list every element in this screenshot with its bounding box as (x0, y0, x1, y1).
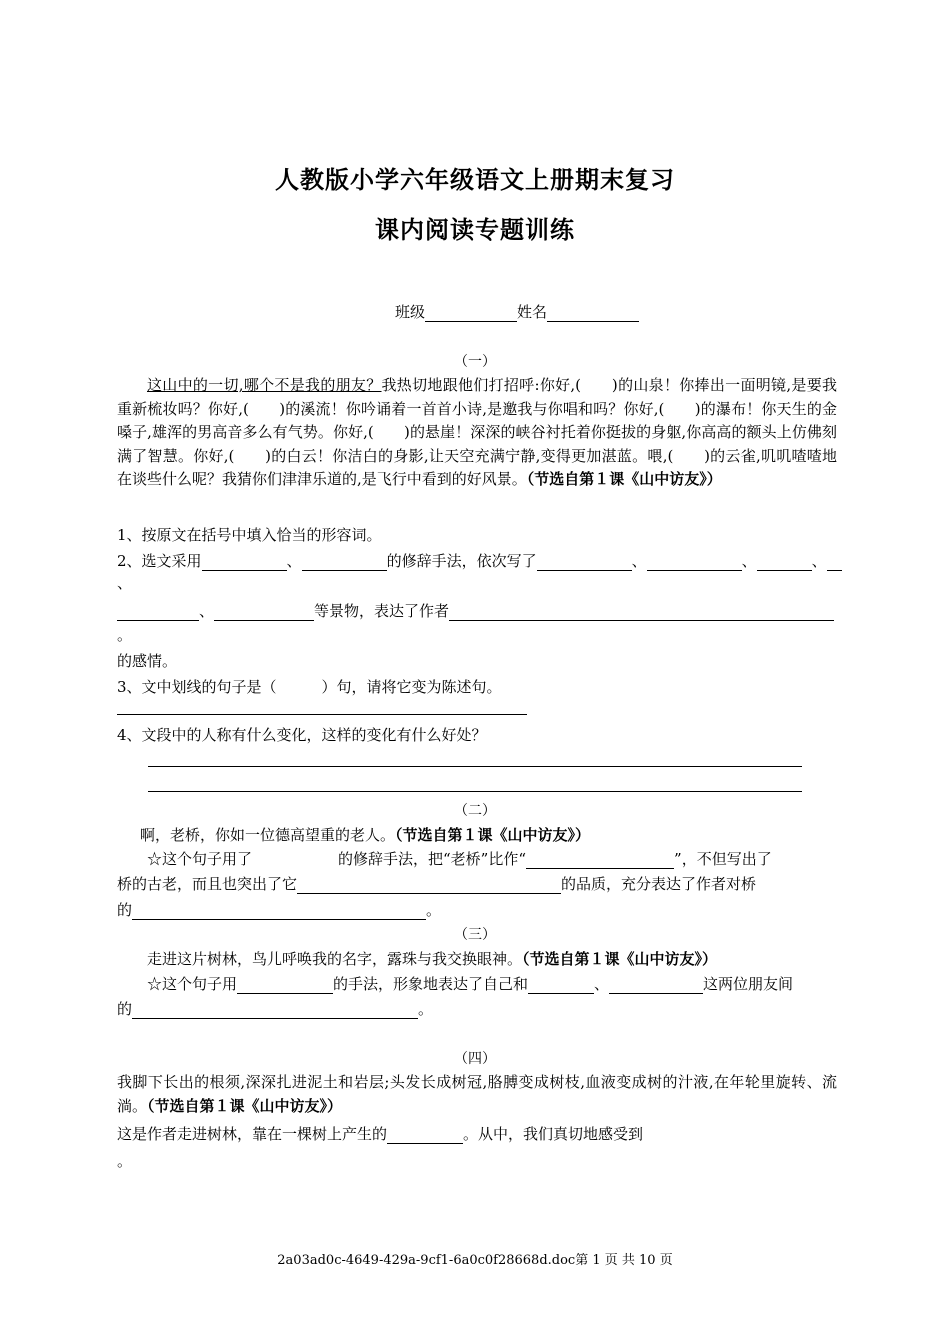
class-label: 班级 (395, 303, 426, 321)
sec2-blank-2[interactable] (297, 878, 561, 894)
page-footer: 2a03ad0c-4649-429a-9cf1-6a0c0f28668d.doc第 1 页 共 10 页 (277, 1253, 673, 1268)
sec3-s2: 的手法，形象地表达了自己和 (333, 975, 529, 993)
sec2-blank-3[interactable] (132, 904, 426, 920)
q2-blank-2[interactable] (302, 555, 387, 571)
answer-line-q4-1[interactable] (148, 766, 802, 767)
passage-source: （节选自第１课《山中访友》） (526, 470, 722, 489)
q2-sep-2: 、 (631, 552, 647, 570)
sec2-s1: ☆这个句子用了 (147, 850, 253, 868)
sec3-source: （节选自第１课《山中访友》） (522, 950, 718, 968)
sec3-line2 (117, 998, 433, 1019)
section-1-label: （一） (454, 354, 496, 370)
sec3-blank-3[interactable] (609, 978, 703, 994)
name-blank[interactable] (547, 306, 639, 322)
sec2-line3 (117, 899, 441, 920)
sec3-s5: 的 (117, 1000, 133, 1018)
sec3-blank-4[interactable] (132, 1003, 418, 1019)
sec4-end: 。 (117, 1152, 133, 1170)
q2-blank-1[interactable] (202, 555, 287, 571)
section-3-label: （三） (454, 927, 496, 943)
section-2-label: （二） (454, 803, 496, 819)
section-4-passage (117, 1071, 837, 1118)
sec3-blank-1[interactable] (237, 978, 333, 994)
sec2-s2: 的修辞手法，把“老桥”比作“ (338, 850, 527, 868)
sec2-line2 (117, 873, 756, 894)
doc-subtitle: 课内阅读专题训练 (375, 215, 575, 244)
q2-blank-5[interactable] (757, 555, 812, 571)
q2-sep-3: 、 (741, 552, 757, 570)
sec2-blank-1[interactable] (526, 853, 674, 869)
q2-sep-5: 、 (199, 602, 215, 620)
question-2-line4: 。 (117, 626, 133, 644)
q2-text-b: 的修辞手法，依次写了 (386, 552, 537, 570)
sec4-blank-1[interactable] (387, 1128, 463, 1144)
sec2-source: （节选自第１课《山中访友》） (395, 826, 591, 844)
q2-blank-4[interactable] (647, 555, 742, 571)
sec2-s7: 。 (426, 901, 442, 919)
sec4-question (117, 1123, 643, 1144)
q2-blank-9[interactable] (449, 605, 834, 621)
question-2-line3 (117, 600, 834, 621)
answer-line-q3[interactable] (117, 714, 527, 715)
q2-blank-7[interactable] (117, 605, 199, 621)
sec2-line1 (147, 848, 772, 869)
q2-blank-3[interactable] (537, 555, 632, 571)
answer-line-q4-2[interactable] (148, 791, 802, 792)
sec4-q2: 。从中，我们真切地感受到 (463, 1125, 644, 1143)
sec3-text: 走进这片树林，鸟儿呼唤我的名字，露珠与我交换眼神。 (147, 950, 523, 968)
sec2-text: 啊，老桥，你如一位德高望重的老人。 (140, 826, 396, 844)
question-2-line2: 、 (117, 574, 133, 592)
sec2-s3: ”，不但写出了 (674, 850, 772, 868)
q2-text-a: 2、选文采用 (117, 552, 202, 570)
sec3-s4: 这两位朋友间 (703, 975, 794, 993)
question-4: 4、文段中的人称有什么变化，这样的变化有什么好处？ (117, 726, 487, 744)
class-name-line (395, 301, 639, 322)
sec3-s3: 、 (594, 975, 610, 993)
doc-title: 人教版小学六年级语文上册期末复习 (275, 165, 675, 194)
q2-text-d: 等景物，表达了作者 (314, 602, 450, 620)
sec2-s5: 的品质，充分表达了作者对桥 (561, 875, 757, 893)
question-1: 1、按原文在括号中填入恰当的形容词。 (117, 526, 382, 544)
section-2-sentence (140, 824, 590, 845)
sec4-source: （节选自第１课《山中访友》） (147, 1096, 343, 1115)
sec4-text: 我脚下长出的根须,深深扎进泥土和岩层;头发长成树冠,胳膊变成树枝,血液变成树的汁液,在年轮里旋转、流淌。 (117, 1073, 837, 1115)
section-3-sentence (147, 948, 717, 969)
sec2-s6: 的 (117, 901, 133, 919)
class-blank[interactable] (425, 306, 517, 322)
q2-sep: 、 (286, 552, 302, 570)
question-3: 3、文中划线的句子是（ ）句，请将它变为陈述句。 (117, 678, 502, 696)
sec3-blank-2[interactable] (528, 978, 594, 994)
question-2-line1 (117, 550, 842, 571)
section-4-label: （四） (454, 1051, 496, 1067)
q2-sep-4: 、 (811, 552, 827, 570)
q2-blank-6[interactable] (827, 555, 842, 571)
sec3-s1: ☆这个句子用 (147, 975, 238, 993)
sec2-s4: 桥的古老，而且也突出了它 (117, 875, 298, 893)
sec4-q1: 这是作者走进树林，靠在一棵树上产生的 (117, 1125, 388, 1143)
name-label: 姓名 (517, 303, 548, 321)
passage-body: 我热切地跟他们打招呼:你好,( )的山泉！你捧出一面明镜,是要我重新梳妆吗？你好,( )的溪流！你吟诵着一首首小诗,是邀我与你唱和吗？你好,( )的瀑布！你天生的金嗓子,雄浑的男高音多么有气势。你好,( )的悬崖！深深的峡谷衬托着你挺拔的身躯,你高高的额头上仿佛刻满了智慧。你好,( )的白云！你洁白的身影,让天空充满宁静,变得更加湛蓝。喂,( )的云雀,叽叽喳喳地在谈些什么呢？我猜你们津津乐道的,是飞行中看到的好风景。 (117, 376, 837, 489)
question-2-line5: 的感情。 (117, 652, 178, 670)
sec3-s6: 。 (418, 1000, 434, 1018)
section-1-passage (117, 374, 837, 492)
q2-blank-8[interactable] (214, 605, 314, 621)
sec3-line1 (147, 973, 793, 994)
underlined-sentence: 这山中的一切,哪个不是我的朋友？ (147, 376, 382, 394)
